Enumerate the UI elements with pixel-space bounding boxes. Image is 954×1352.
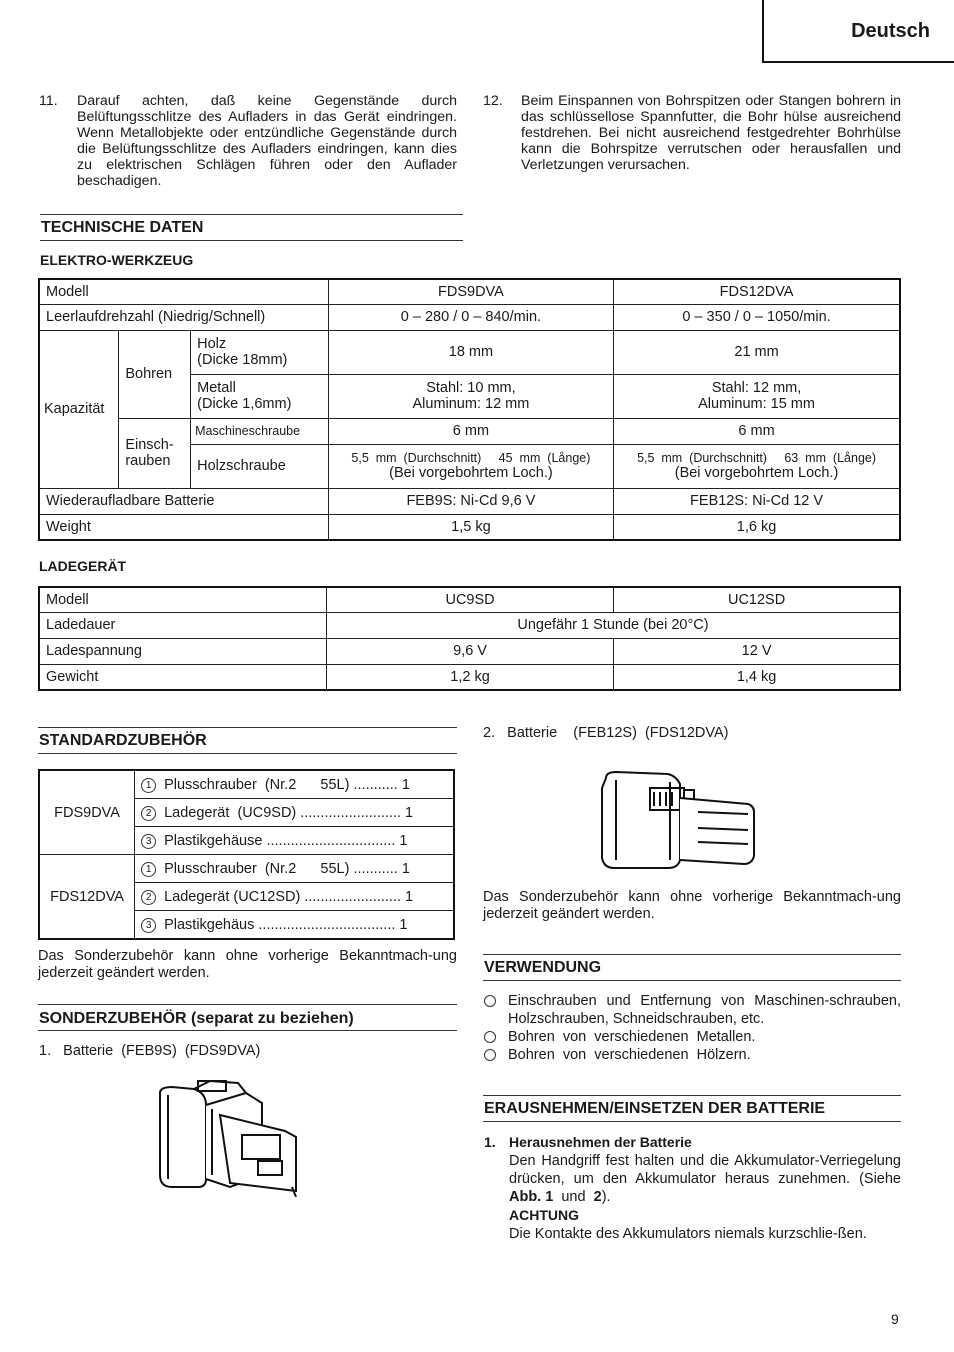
table-row <box>39 514 900 540</box>
weight-a: 1,5 kg <box>328 514 613 540</box>
tool-subheading: ELEKTRO-WERKZEUG <box>40 252 194 268</box>
optional-title: SONDERZUBEHÖR (separat zu beziehen) <box>39 1010 354 1027</box>
number-circle: 2 <box>141 890 156 905</box>
machine-screw-label: Maschineschraube <box>191 418 329 444</box>
optional-item-2: 2. Batterie (FEB12S) (FDS12DVA) <box>483 725 729 741</box>
list-item <box>135 770 454 799</box>
metal-label-line: (Dicke 1,6mm) <box>197 396 292 412</box>
wood-screw-b <box>614 444 900 488</box>
battery-label: Wiederaufladbare Batterie <box>39 488 328 514</box>
battery-feb9s-illustration <box>150 1075 300 1197</box>
drill-label: Bohren <box>119 330 191 418</box>
speed-label: Leerlaufdrehzahl (Niedrig/Schnell) <box>39 304 328 330</box>
rule <box>40 214 463 215</box>
list-item <box>135 799 454 827</box>
table-row <box>39 279 900 304</box>
wood-b: 21 mm <box>614 330 900 374</box>
bullet-icon <box>484 995 496 1007</box>
standard-accessories-table <box>38 769 455 940</box>
charger-model-b: UC12SD <box>614 587 900 612</box>
table-row <box>39 612 900 638</box>
table-row <box>39 587 900 612</box>
machine-a: 6 mm <box>328 418 613 444</box>
list-item <box>484 1028 901 1046</box>
number-circle: 1 <box>141 862 156 877</box>
metal-a-line: Stahl: 10 mm, <box>426 380 516 396</box>
group-a-label: FDS9DVA <box>39 770 135 855</box>
step-text-close: ). <box>601 1189 611 1205</box>
model-b: FDS12DVA <box>614 279 900 304</box>
battery-section-title: ERAUSNEHMEN/EINSETZEN DER BATTERIE <box>484 1100 826 1117</box>
speed-b: 0 – 350 / 0 – 1050/min. <box>614 304 900 330</box>
rule <box>38 1030 457 1031</box>
step-title: Herausnehmen der Batterie <box>509 1134 692 1150</box>
capacity-label: Kapazität <box>39 330 119 488</box>
rule <box>483 1121 901 1122</box>
metal-b <box>614 374 900 418</box>
charge-voltage-a: 9,6 V <box>326 638 613 664</box>
machine-b: 6 mm <box>614 418 900 444</box>
table-row <box>39 638 900 664</box>
battery-a: FEB9S: Ni-Cd 9,6 V <box>328 488 613 514</box>
usage-list <box>484 992 901 1064</box>
table-row <box>39 330 900 374</box>
usage-item-text: Bohren von verschiedenen Metallen. <box>508 1029 756 1045</box>
model-a: FDS9DVA <box>328 279 613 304</box>
metal-label-line: Metall <box>197 380 236 396</box>
item-label: Plastikgehäus .................................. 1 <box>164 916 408 933</box>
warning-title: ACHTUNG <box>509 1207 579 1223</box>
rule <box>40 240 463 241</box>
wood-a: 18 mm <box>328 330 613 374</box>
bullet-icon <box>484 1031 496 1043</box>
standard-note: Das Sonderzubehör kann ohne vorherige Bekanntmach-ung jederzeit geändert werden. <box>38 948 457 981</box>
charger-weight-b: 1,4 kg <box>614 664 900 690</box>
item-label: Plusschrauber (Nr.2 55L) ........... 1 <box>164 776 410 793</box>
charger-weight-label: Gewicht <box>39 664 326 690</box>
warning-text: Die Kontakte des Akkumulators niemals kurzschlie-ßen. <box>509 1226 867 1242</box>
step-text <box>509 1152 901 1206</box>
tool-spec-table <box>38 278 901 541</box>
rule <box>38 1004 457 1005</box>
metal-b-line: Stahl: 12 mm, <box>711 380 802 396</box>
wood-label <box>191 330 329 374</box>
wood-screw-a-line: (Bei vorgebohrtem Loch.) <box>389 465 553 481</box>
table-row <box>39 664 900 690</box>
screw-label-line: Einsch- <box>125 437 174 453</box>
step-text-and: und <box>553 1189 594 1205</box>
wood-screw-b-line: (Bei vorgebohrtem Loch.) <box>674 465 839 481</box>
figure-ref: Abb. 1 <box>509 1189 554 1205</box>
charger-subheading: LADEGERÄT <box>39 558 127 574</box>
table-row <box>39 770 454 799</box>
step-number: 1. <box>484 1134 496 1150</box>
language-tab <box>762 0 954 63</box>
rule <box>483 954 901 955</box>
speed-a: 0 – 280 / 0 – 840/min. <box>328 304 613 330</box>
tech-title: TECHNISCHE DATEN <box>41 219 204 236</box>
charge-time-value: Ungefähr 1 Stunde (bei 20°C) <box>326 612 900 638</box>
rule <box>483 980 901 981</box>
table-row <box>39 855 454 883</box>
item-label: Ladegerät (UC12SD) ........................ 1 <box>164 888 414 905</box>
wood-screw-a <box>328 444 613 488</box>
battery-b: FEB12S: Ni-Cd 12 V <box>614 488 900 514</box>
charge-voltage-label: Ladespannung <box>39 638 326 664</box>
item-label: Plastikgehäuse ................................ 1 <box>164 832 408 849</box>
metal-b-line: Aluminum: 15 mm <box>698 396 815 412</box>
table-row <box>39 418 900 444</box>
language-label: Deutsch <box>851 20 930 42</box>
item-12-text: Beim Einspannen von Bohrspitzen oder Stangen bohrern in das schlüssellose Spannfutter, die Bohr hülse ausreichend festdrehen. Bei nicht ausreichend festgedrehter Bohrhülse kann die Bohrspitze verrutschen oder herausfallen und Verletzungen verursachen. <box>521 93 901 173</box>
charge-voltage-b: 12 V <box>614 638 900 664</box>
page-number: 9 <box>891 1311 899 1327</box>
rule <box>483 1095 901 1096</box>
wood-label-line: (Dicke 18mm) <box>197 352 288 368</box>
battery-feb12s-illustration <box>598 768 758 870</box>
usage-item-text: Bohren von verschiedenen Hölzern. <box>508 1047 751 1063</box>
number-circle: 3 <box>141 834 156 849</box>
list-item <box>135 827 454 855</box>
number-circle: 3 <box>141 918 156 933</box>
table-row <box>39 304 900 330</box>
list-item <box>135 855 454 883</box>
screw-label <box>119 418 191 488</box>
item-11-number: 11. <box>39 93 58 109</box>
usage-item-text: Einschrauben und Entfernung von Maschinen-schrauben, Holzschrauben, Schneidschrauben, etc. <box>508 993 901 1027</box>
item-label: Plusschrauber (Nr.2 55L) ........... 1 <box>164 860 410 877</box>
wood-screw-label: Holzschraube <box>191 444 329 488</box>
rule <box>38 753 457 754</box>
metal-label <box>191 374 329 418</box>
number-circle: 1 <box>141 778 156 793</box>
figure-ref: 2 <box>593 1189 602 1205</box>
item-11-text: Darauf achten, daß keine Gegenstände durch Belüftungsschlitze des Aufladers in das Gerät eindringen. Wenn Metallobjekte oder entzündliche Gegenstände durch die Belüftungsschlitze des Aufladers eindringen, kann dies zu elektrischen Schlägen führen oder den Auflader beschadigen. <box>77 93 457 189</box>
wood-screw-a-line: 5,5 mm (Durchschnitt) 45 mm (Långe) <box>351 451 591 465</box>
optional-note: Das Sonderzubehör kann ohne vorherige Bekanntmach-ung jederzeit geändert werden. <box>483 889 901 922</box>
weight-b: 1,6 kg <box>614 514 900 540</box>
charger-spec-table <box>38 586 901 691</box>
item-12-number: 12. <box>483 93 503 109</box>
list-item <box>135 883 454 911</box>
bullet-icon <box>484 1049 496 1061</box>
metal-a <box>328 374 613 418</box>
charger-model-label: Modell <box>39 587 326 612</box>
step-text-body: Den Handgriff fest halten und die Akkumulator-Verriegelung drücken, um den Akkumulator heraus zunehmen. (Siehe <box>509 1153 901 1187</box>
optional-item-1: 1. Batterie (FEB9S) (FDS9DVA) <box>39 1043 261 1059</box>
number-circle: 2 <box>141 806 156 821</box>
item-label: Ladegerät (UC9SD) ......................... 1 <box>164 804 414 821</box>
wood-label-line: Holz <box>197 336 227 352</box>
charger-model-a: UC9SD <box>326 587 613 612</box>
standard-title: STANDARDZUBEHÖR <box>39 732 207 749</box>
weight-label: Weight <box>39 514 328 540</box>
metal-a-line: Aluminum: 12 mm <box>412 396 530 412</box>
wood-screw-b-line: 5,5 mm (Durchschnitt) 63 mm (Långe) <box>637 451 877 465</box>
table-row <box>39 488 900 514</box>
charge-time-label: Ladedauer <box>39 612 326 638</box>
list-item <box>135 911 454 940</box>
rule <box>38 727 457 728</box>
group-b-label: FDS12DVA <box>39 855 135 940</box>
list-item <box>484 992 901 1028</box>
usage-title: VERWENDUNG <box>484 959 602 976</box>
screw-label-line: rauben <box>125 453 171 469</box>
list-item <box>484 1046 901 1064</box>
charger-weight-a: 1,2 kg <box>326 664 613 690</box>
model-label: Modell <box>39 279 328 304</box>
